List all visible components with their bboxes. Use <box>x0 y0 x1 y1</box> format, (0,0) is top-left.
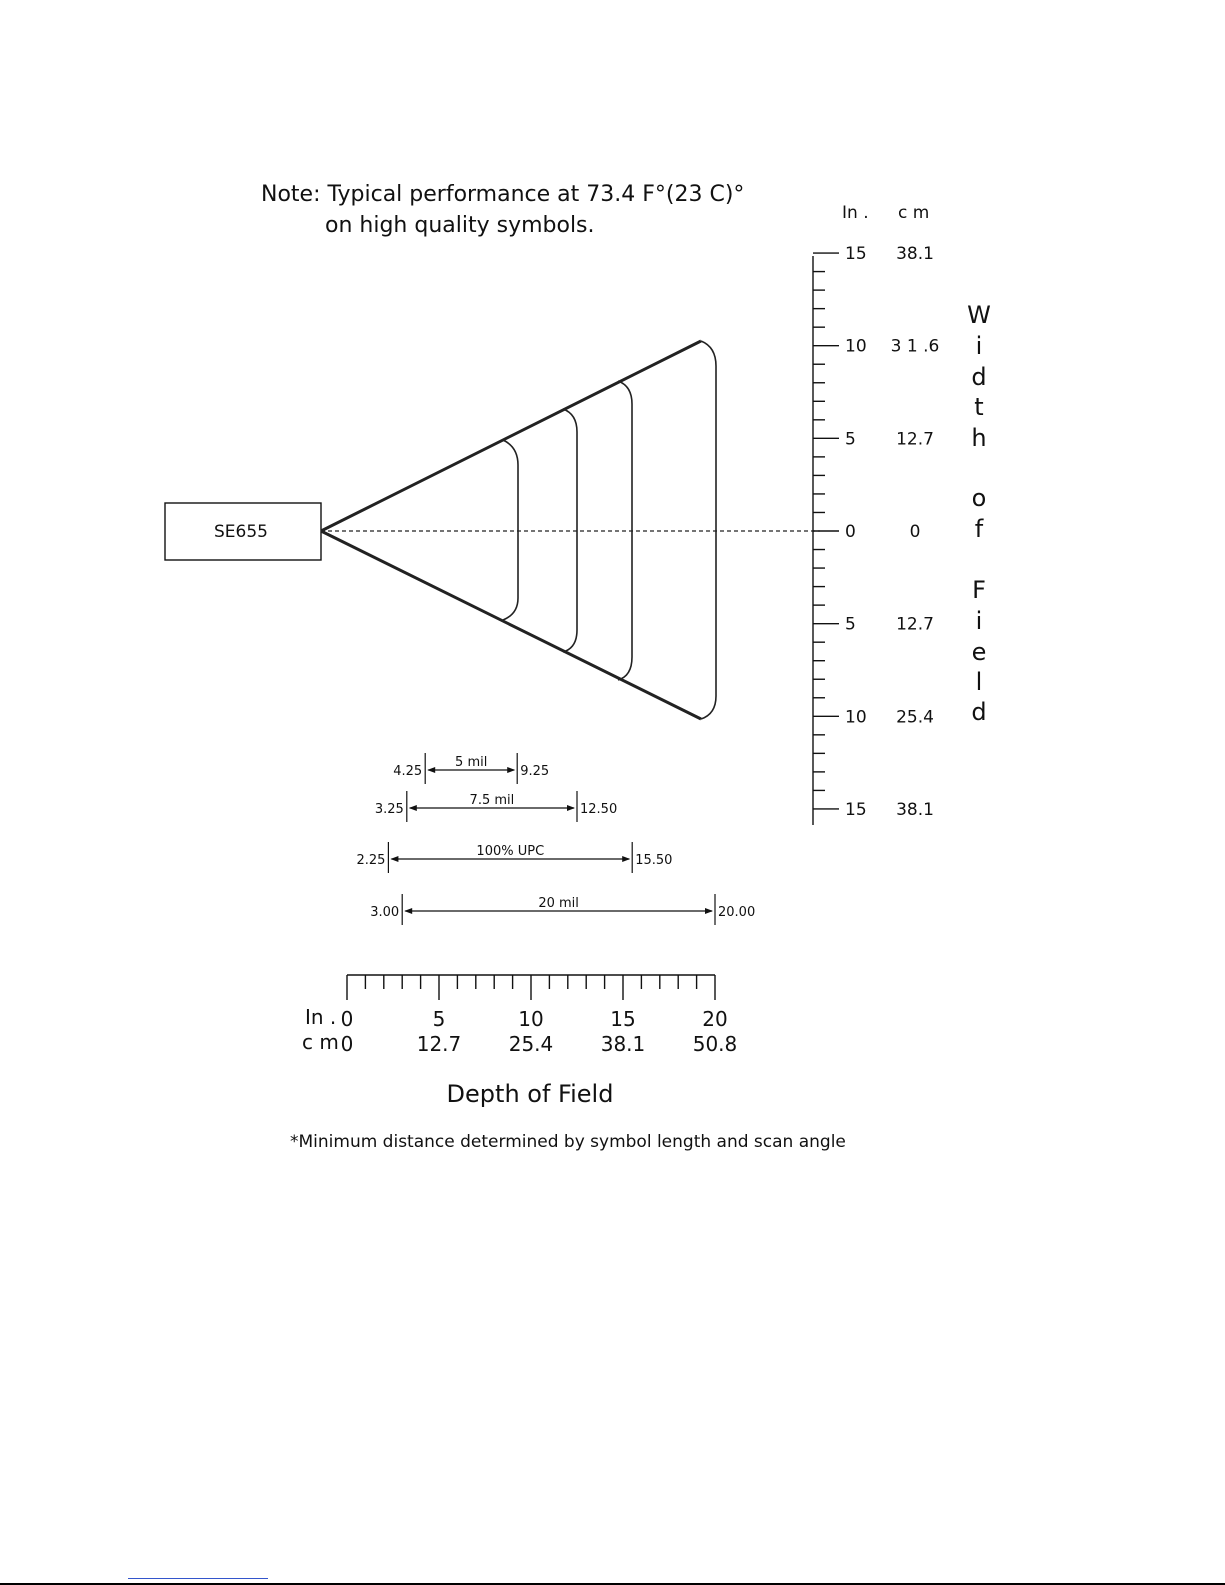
width-tick-label-cm: 25.4 <box>896 707 934 728</box>
width-of-field-letter: o <box>971 484 987 512</box>
beam-lower-edge <box>321 531 701 719</box>
depth-tick-label-in: 10 <box>518 1007 544 1031</box>
width-of-field-label <box>967 301 991 726</box>
range-min-label: 4.25 <box>393 764 423 779</box>
range-left-arrow <box>409 805 417 811</box>
width-of-field-letter: e <box>971 638 987 666</box>
depth-tick-label-in: 5 <box>432 1007 446 1031</box>
width-of-field-letter: d <box>971 698 987 726</box>
range-bar <box>356 842 672 873</box>
width-of-field-letter: h <box>971 424 987 452</box>
width-of-field-letter: i <box>975 607 983 635</box>
range-bars <box>356 753 755 925</box>
width-tick-label-in: 15 <box>845 244 867 265</box>
width-tick-label-in: 10 <box>845 336 867 357</box>
scan-beam <box>321 341 820 719</box>
range-left-arrow <box>427 767 435 773</box>
range-name: 7.5 mil <box>469 793 515 808</box>
depth-tick-label-in: 0 <box>340 1007 354 1031</box>
width-tick-label-cm: 3 1 .6 <box>890 336 940 357</box>
width-of-field-letter: W <box>967 301 991 329</box>
depth-tick-label-cm: 0 <box>340 1032 354 1056</box>
range-right-arrow <box>622 856 630 862</box>
range-max-label: 12.50 <box>580 802 618 817</box>
depth-axis-row-in: In . <box>305 1005 337 1029</box>
range-left-arrow <box>404 908 412 914</box>
width-tick-label-cm: 12.7 <box>896 614 934 635</box>
depth-tick-label-in: 20 <box>702 1007 728 1031</box>
note-line-2: on high quality symbols. <box>325 213 595 238</box>
width-tick-label-cm: 0 <box>909 522 921 542</box>
range-right-arrow <box>507 767 515 773</box>
width-of-field-letter: t <box>974 393 984 421</box>
range-max-label: 9.25 <box>520 764 550 779</box>
width-axis-header-in: In . <box>842 203 869 223</box>
note-line-1: Note: Typical performance at 73.4 F°(23 C)° <box>261 182 745 207</box>
depth-tick-label-cm: 25.4 <box>508 1032 554 1056</box>
range-right-arrow <box>567 805 575 811</box>
width-of-field-letter: i <box>975 332 983 360</box>
depth-tick-label-cm: 38.1 <box>600 1032 646 1056</box>
scanner-label: SE655 <box>214 522 268 542</box>
range-bar <box>393 753 549 784</box>
depth-of-field-axis <box>302 975 737 1108</box>
range-arc-5mil <box>503 440 518 620</box>
range-right-arrow <box>705 908 713 914</box>
depth-tick-label-cm: 50.8 <box>692 1032 738 1056</box>
depth-axis-title: Depth of Field <box>446 1080 614 1108</box>
range-name: 5 mil <box>455 755 488 770</box>
range-min-label: 2.25 <box>356 853 386 868</box>
width-tick-label-in: 15 <box>845 799 867 820</box>
depth-tick-label-in: 15 <box>610 1007 636 1031</box>
width-tick-label-in: 5 <box>845 614 856 635</box>
depth-tick-label-cm: 12.7 <box>416 1032 462 1056</box>
width-of-field-letter: f <box>974 515 984 543</box>
range-max-label: 20.00 <box>718 905 756 920</box>
depth-axis-row-cm: c m <box>302 1030 339 1054</box>
width-of-field-axis <box>813 203 939 825</box>
range-bar <box>375 791 617 822</box>
width-of-field-letter: l <box>975 668 983 696</box>
range-arc-20mil <box>701 341 716 719</box>
width-of-field-letter: F <box>972 576 986 604</box>
width-of-field-letter: d <box>971 363 987 391</box>
range-bar <box>370 894 755 925</box>
footnote: *Minimum distance determined by symbol length and scan angle <box>290 1132 846 1152</box>
beam-upper-edge <box>321 341 701 531</box>
width-tick-label-cm: 38.1 <box>896 244 934 265</box>
width-axis-header-cm: c m <box>898 203 930 223</box>
range-name: 100% UPC <box>476 844 545 859</box>
width-tick-label-in: 5 <box>845 429 856 450</box>
width-tick-label-in: 0 <box>845 522 856 542</box>
width-tick-label-cm: 12.7 <box>896 429 934 450</box>
range-max-label: 15.50 <box>635 853 673 868</box>
range-name: 20 mil <box>538 896 579 911</box>
width-tick-label-cm: 38.1 <box>896 799 934 820</box>
range-min-label: 3.00 <box>370 905 400 920</box>
width-tick-label-in: 10 <box>845 707 867 728</box>
range-left-arrow <box>390 856 398 862</box>
range-min-label: 3.25 <box>374 802 404 817</box>
footer-link-underline <box>128 1578 268 1579</box>
